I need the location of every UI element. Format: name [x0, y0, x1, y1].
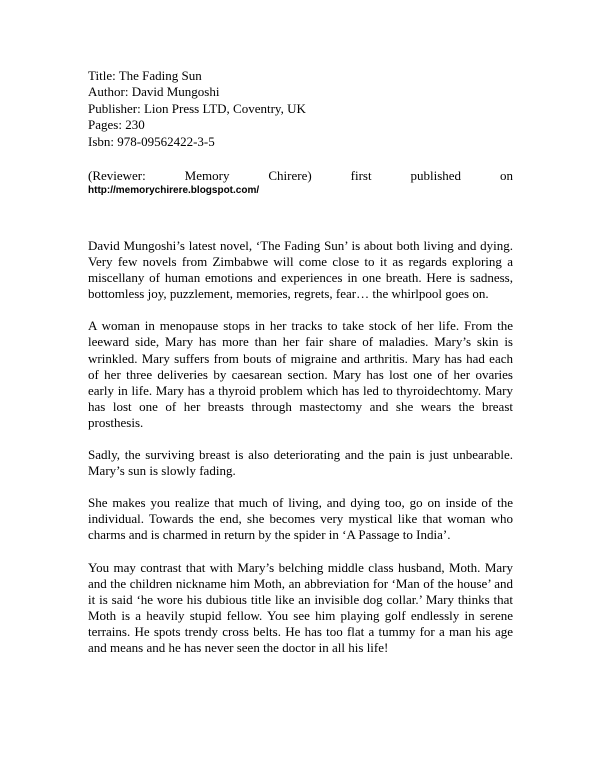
reviewer-credit: (Reviewer: Memory Chirere) first published on [88, 168, 513, 184]
source-url[interactable]: http://memorychirere.blogspot.com/ [88, 185, 260, 197]
review-body [88, 238, 513, 672]
publisher-line: Publisher: Lion Press LTD, Coventry, UK [88, 100, 306, 116]
paragraph: Sadly, the surviving breast is also deteriorating and the pain is just unbearable. Mary’s sun is slowly fading. [88, 447, 513, 479]
paragraph: A woman in menopause stops in her tracks to take stock of her life. From the leeward side, Mary has more than her fair share of maladies. Mary’s skin is wrinkled. Mary suffers from bouts of migraine and arthritis. Mary has had each of her three deliveries by caesarean section. Mary has lost one of her ovaries early in life. Mary has a thyroid problem which has led to thyroidechtomy. Mary has lost one of her breasts through mastectomy and she wears the breast prosthesis. [88, 318, 513, 430]
paragraph: She makes you realize that much of living, and dying too, go on inside of the individual. Towards the end, she becomes very mystical like that woman who charms and is charmed in return by the spider in ‘A Passage to India’. [88, 495, 513, 543]
document-header [88, 68, 513, 198]
isbn-line: Isbn: 978-09562422-3-5 [88, 133, 215, 149]
paragraph: David Mungoshi’s latest novel, ‘The Fading Sun’ is about both living and dying. Very few novels from Zimbabwe will come close to it as regards exploring a miscellany of human emotions and experiences in one breath. Here is sadness, bottomless joy, puzzlement, memories, regrets, fear… the whirlpool goes on. [88, 238, 513, 302]
title-line: Title: The Fading Sun [88, 68, 202, 83]
author-line: Author: David Mungoshi [88, 84, 220, 100]
pages-line: Pages: 230 [88, 117, 145, 133]
paragraph: You may contrast that with Mary’s belching middle class husband, Moth. Mary and the children nickname him Moth, an abbreviation for ‘Man of the house’ and it is said ‘he wore his dubious title like an invisible dog collar.’ Mary thinks that Moth is a heavily stupid fellow. You see him playing golf endlessly in serene terrains. He spots trendy cross belts. He has too flat a tummy for a man his age and means and he has never seen the doctor in all his life! [88, 559, 513, 655]
